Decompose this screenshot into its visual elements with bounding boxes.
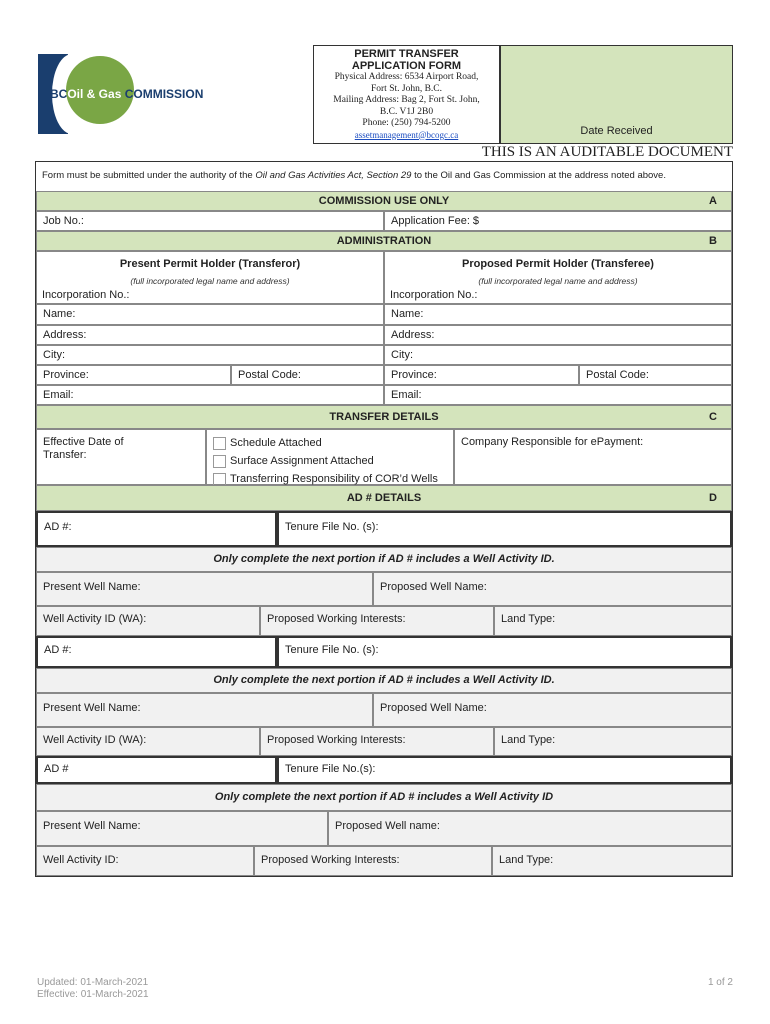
transferee-address-field[interactable]: Address: xyxy=(384,325,732,345)
job-no-field[interactable]: Job No.: xyxy=(36,211,384,231)
email-link[interactable]: assetmanagement@bcogc.ca xyxy=(354,129,459,140)
present-well-name-field[interactable]: Present Well Name: xyxy=(36,693,373,727)
checkbox[interactable] xyxy=(213,473,226,486)
well-activity-id-field[interactable]: Well Activity ID (WA): xyxy=(36,727,260,756)
effective-date: Effective: 01-March-2021 xyxy=(37,989,149,1000)
section-a-header: COMMISSION USE ONLY A xyxy=(36,191,732,211)
transferor-header: Present Permit Holder (Transferor) (full incorporated legal name and address) xyxy=(36,251,384,304)
land-type-field[interactable]: Land Type: xyxy=(494,727,732,756)
transferee-header: Proposed Permit Holder (Transferee) (full incorporated legal name and address) xyxy=(384,251,732,304)
form-body xyxy=(35,161,733,877)
transferor-address-field[interactable]: Address: xyxy=(36,325,384,345)
phone-line: Phone: (250) 794-5200 xyxy=(362,118,451,128)
effective-date-field[interactable]: Effective Date of Transfer: xyxy=(36,429,206,485)
epayment-field[interactable]: Company Responsible for ePayment: xyxy=(454,429,732,485)
well-activity-note: Only complete the next portion if AD # includes a Well Activity ID xyxy=(36,784,732,811)
transferor-incorporation-field[interactable]: Incorporation No.: xyxy=(42,289,130,301)
transferee-email-field[interactable]: Email: xyxy=(384,385,732,405)
tenure-file-field[interactable]: Tenure File No. (s): xyxy=(277,636,732,668)
page-number: 1 of 2 xyxy=(707,977,733,988)
transfer-checklist xyxy=(206,429,454,485)
form-title: PERMIT TRANSFER APPLICATION FORM xyxy=(351,48,462,72)
intro-text: Form must be submitted under the authority of the Oil and Gas Activities Act, Section 29 to the Oil and Gas Commission at the address noted above. xyxy=(42,170,666,181)
surface-assignment-option[interactable]: Surface Assignment Attached xyxy=(213,452,447,470)
proposed-well-name-field[interactable]: Proposed Well Name: xyxy=(373,693,732,727)
transferor-name-field[interactable]: Name: xyxy=(36,304,384,325)
present-well-name-field[interactable]: Present Well Name: xyxy=(36,572,373,606)
proposed-well-name-field[interactable]: Proposed Well Name: xyxy=(373,572,732,606)
tenure-file-field[interactable]: Tenure File No. (s): xyxy=(277,511,732,547)
transferee-city-field[interactable]: City: xyxy=(384,345,732,365)
well-activity-note: Only complete the next portion if AD # includes a Well Activity ID. xyxy=(36,547,732,572)
cor-wells-option[interactable]: Transferring Responsibility of COR’d Wells xyxy=(213,470,447,488)
section-c-header: TRANSFER DETAILS C xyxy=(36,405,732,429)
checkbox[interactable] xyxy=(213,455,226,468)
transferor-province-field[interactable]: Province: xyxy=(36,365,231,385)
section-b-header: ADMINISTRATION B xyxy=(36,231,732,251)
proposed-well-name-field[interactable]: Proposed Well name: xyxy=(328,811,732,846)
application-fee-field[interactable]: Application Fee: $ xyxy=(384,211,732,231)
proposed-working-interests-field[interactable]: Proposed Working Interests: xyxy=(260,606,494,636)
ad-number-field[interactable]: AD #: xyxy=(36,636,277,668)
tenure-file-field[interactable]: Tenure File No.(s): xyxy=(277,756,732,784)
footer-dates xyxy=(37,977,149,1001)
land-type-field[interactable]: Land Type: xyxy=(492,846,732,876)
schedule-attached-option[interactable]: Schedule Attached xyxy=(213,434,447,452)
date-received-label: Date Received xyxy=(580,125,653,137)
well-activity-id-field[interactable]: Well Activity ID: xyxy=(36,846,254,876)
section-d-header: AD # DETAILS D xyxy=(36,485,732,511)
transferee-name-field[interactable]: Name: xyxy=(384,304,732,325)
present-well-name-field[interactable]: Present Well Name: xyxy=(36,811,328,846)
transferee-postal-field[interactable]: Postal Code: xyxy=(579,365,732,385)
well-activity-id-field[interactable]: Well Activity ID (WA): xyxy=(36,606,260,636)
address-line: Mailing Address: Bag 2, Fort St. John, xyxy=(333,95,480,105)
updated-date: Updated: 01-March-2021 xyxy=(37,977,149,988)
proposed-working-interests-field[interactable]: Proposed Working Interests: xyxy=(254,846,492,876)
ad-number-field[interactable]: AD #: xyxy=(36,511,277,547)
checkbox[interactable] xyxy=(213,437,226,450)
proposed-working-interests-field[interactable]: Proposed Working Interests: xyxy=(260,727,494,756)
ad-number-field[interactable]: AD # xyxy=(36,756,277,784)
address-line: Physical Address: 6534 Airport Road, xyxy=(334,72,479,82)
transferor-city-field[interactable]: City: xyxy=(36,345,384,365)
address-line: Fort St. John, B.C. xyxy=(370,83,442,94)
land-type-field[interactable]: Land Type: xyxy=(494,606,732,636)
auditable-heading: THIS IS AN AUDITABLE DOCUMENT xyxy=(481,144,733,160)
logo-text: BCOil & Gas COMMISSION xyxy=(50,87,204,101)
address-line: B.C. V1J 2B0 xyxy=(379,106,434,117)
transferor-email-field[interactable]: Email: xyxy=(36,385,384,405)
transferor-postal-field[interactable]: Postal Code: xyxy=(231,365,384,385)
well-activity-note: Only complete the next portion if AD # includes a Well Activity ID. xyxy=(36,668,732,693)
form-title-box xyxy=(313,45,500,144)
transferee-incorporation-field[interactable]: Incorporation No.: xyxy=(390,289,478,301)
transferee-province-field[interactable]: Province: xyxy=(384,365,579,385)
date-received-box[interactable] xyxy=(500,45,733,144)
